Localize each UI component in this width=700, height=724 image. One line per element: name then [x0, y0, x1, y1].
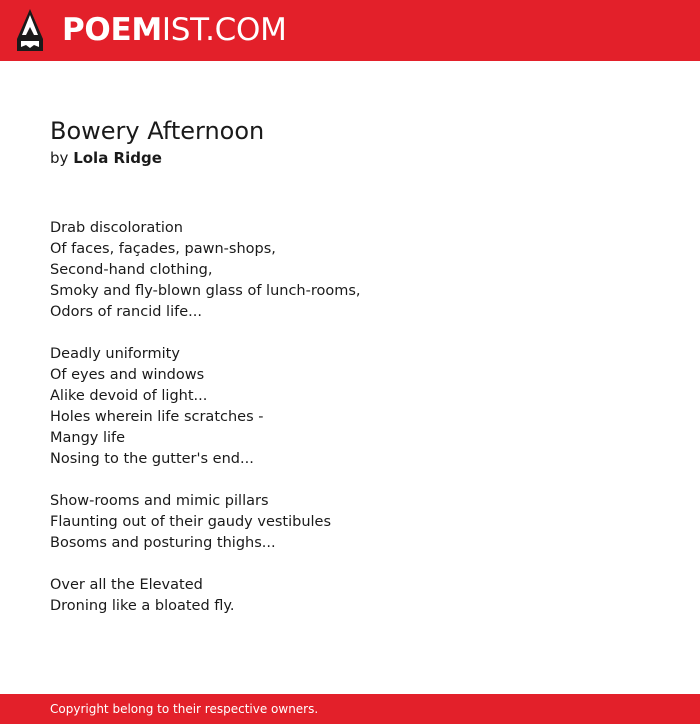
stanza [50, 218, 361, 323]
poem-title: Bowery Afternoon [50, 117, 265, 145]
poem-line: Smoky and fly-blown glass of lunch-rooms, [50, 283, 361, 299]
by-label: by [50, 149, 69, 167]
site-logo[interactable] [62, 12, 287, 48]
logo-light-text: IST.COM [161, 12, 287, 48]
poem-line: Second-hand clothing, [50, 262, 213, 278]
logo-bold-text: POEM [62, 12, 162, 48]
poem-line: Show-rooms and mimic pillars [50, 493, 269, 509]
poem-line: Flaunting out of their gaudy vestibules [50, 514, 332, 530]
poem-line: Over all the Elevated [50, 577, 203, 593]
poem-line: Of eyes and windows [50, 367, 205, 383]
stanza [50, 491, 361, 554]
poem-line: Of faces, façades, pawn-shops, [50, 241, 276, 257]
stanza [50, 344, 361, 470]
poem-line: Alike devoid of light... [50, 388, 208, 404]
poem-body [50, 218, 361, 638]
poem-line: Mangy life [50, 430, 126, 446]
poem-line: Droning like a bloated fly. [50, 598, 235, 614]
stanza [50, 575, 361, 617]
copyright-notice: Copyright belong to their respective owners. [50, 702, 319, 716]
site-header [0, 0, 700, 61]
byline [50, 148, 162, 169]
poem-line: Holes wherein life scratches - [50, 409, 264, 425]
site-footer [0, 694, 700, 724]
author-name: Lola Ridge [73, 149, 162, 167]
poem-line: Deadly uniformity [50, 346, 180, 362]
poem-line: Bosoms and posturing thighs... [50, 535, 276, 551]
poem-line: Nosing to the gutter's end... [50, 451, 254, 467]
poem-line: Odors of rancid life... [50, 304, 202, 320]
poem-line: Drab discoloration [50, 220, 183, 236]
pencil-icon[interactable] [17, 9, 43, 51]
